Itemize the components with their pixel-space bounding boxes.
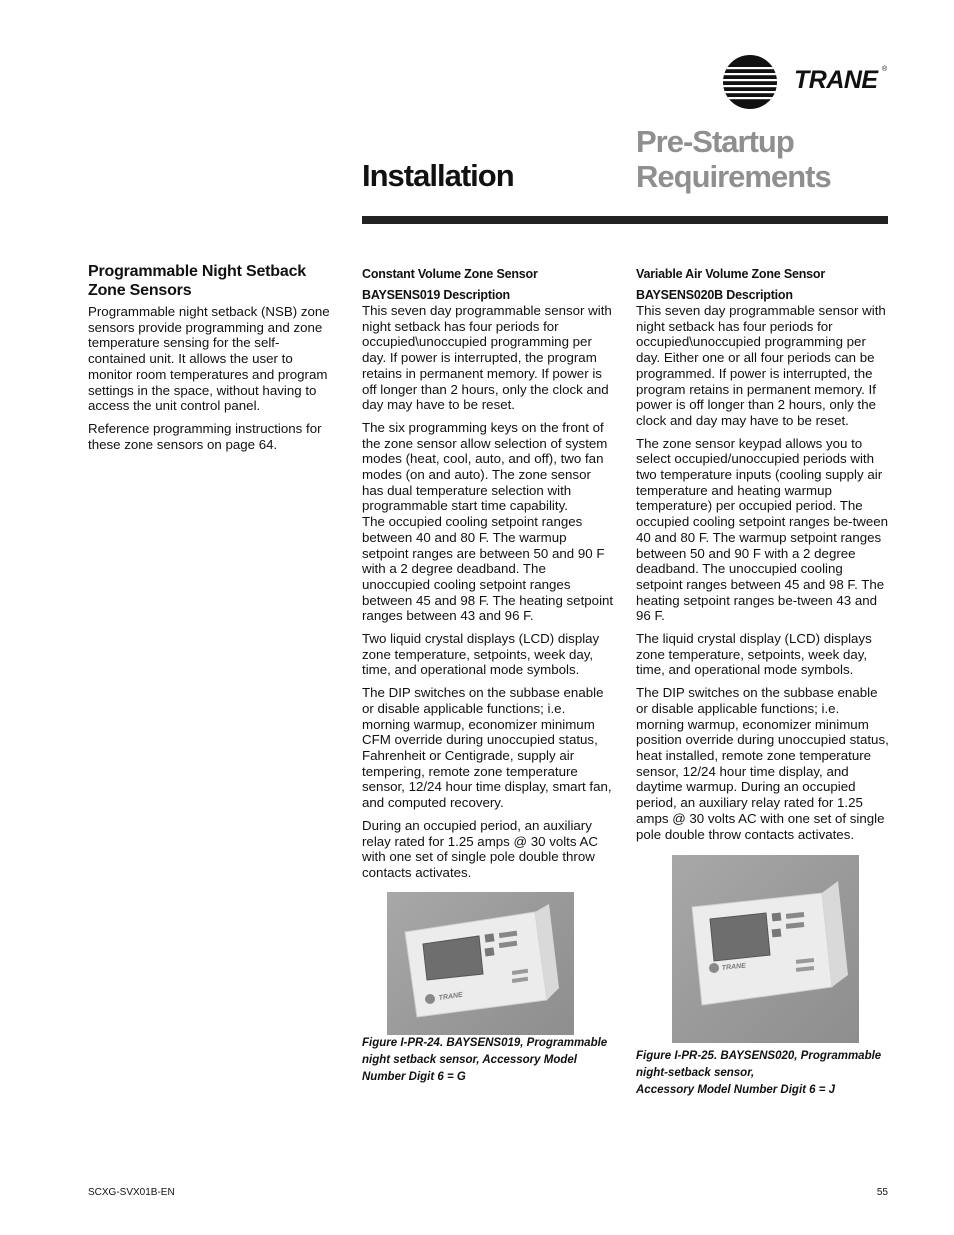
baysens020b-paragraph: The zone sensor keypad allows you to select occupied/unoccupied periods with two temperature inputs (cooling supply air temperature and heating warmup temperature) per occupied period. The occupied cooling setpoint ranges be-tween 40 and 80 F. The warmup setpoint ranges between 50 and 90 F with a 2 degree deadband. The unoccupied cooling setpoint ranges between 45 and 98 F. The heating setpoint ranges be-tween 43 and 96 F. [636,435,889,624]
baysens019-paragraph: The occupied cooling setpoint ranges between 40 and 80 F. The warmup setpoint ranges are between 50 and 90 F with a 2 degree deadband. The unoccupied cooling setpoint ranges between 45 and 98 F. The heating setpoint ranges between 43 and 96 F. [362,514,614,624]
baysens020b-paragraph: The liquid crystal display (LCD) displays zone temperature, setpoints, week day, time, and operational mode symbols. [636,631,872,678]
figure-caption-line: Figure I-PR-25. BAYSENS020, Programmable [636,1050,882,1062]
cv-zone-sensor-heading: Constant Volume Zone Sensor [362,267,538,281]
vav-zone-sensor-heading: Variable Air Volume Zone Sensor [636,267,825,281]
right-column [636,267,890,849]
baysens019-paragraph: Two liquid crystal displays (LCD) display zone temperature, setpoints, week day, time, and operational mode symbols. [362,631,600,678]
document-id: SCXG-SVX01B-EN [88,1187,175,1198]
baysens019-photo [387,892,574,1035]
subsection-title-line2: Requirements [636,159,831,194]
subsection-title [636,124,831,194]
section-title: Installation [362,158,514,193]
baysens019-paragraph: During an occupied period, an auxiliary relay rated for 1.25 amps @ 30 volts AC with one set of single pole double throw contacts activates. [362,817,598,880]
figure-caption-line: night-setback sensor, [636,1067,755,1079]
baysens020b-paragraph: The DIP switches on the subbase enable or disable applicable functions; i.e. morning warmup, economizer minimum position override during unoccupied status, heat installed, remote zone temperature sensor, 12/24 hour time display, and daytime warmup. During an occupied period, an auxiliary relay rated for 1.25 amps @ 30 volts AC with one set of single pole double throw contacts activates. [636,685,889,842]
baysens020b-subheading: BAYSENS020B Description [636,288,793,302]
figure-caption-baysens019: Figure I-PR-24. BAYSENS019, Programmable night setback sensor, Accessory Model Number Digit 6 = G [362,1037,608,1083]
nsb-paragraph: Reference programming instructions for these zone sensors on page 64. [88,420,322,452]
figure-caption-line: Accessory Model Number Digit 6 = J [636,1084,836,1096]
thermostat-image [387,892,574,1035]
baysens019-paragraph: This seven day programmable sensor with night setback has four periods for occupied\unoccupied programming per day. If power is interrupted, the program retains in permanent memory. If power is off longer than 2 hours, only the clock and day may have to be reset. [362,303,612,413]
baysens019-paragraph: The DIP switches on the subbase enable or disable applicable functions; i.e. morning warmup, economizer minimum CFM override during unoccupied status, Fahrenheit or Centigrade, supply air tempering, remote zone temperature sensor, 12/24 hour time display, smart fan, and computed recovery. [362,685,612,811]
baysens019-subheading: BAYSENS019 Description [362,288,510,302]
middle-column [362,267,616,888]
page-number: 55 [876,1187,888,1198]
baysens019-paragraph: The six programming keys on the front of the zone sensor allow selection of system modes (heat, cool, auto, and off), two fan modes (on and auto). The zone sensor has dual temperature selection with programmable start time capability. [362,419,608,514]
subsection-title-line1: Pre-Startup [636,124,794,159]
trane-logo [722,54,892,110]
header-rule [362,216,888,224]
left-column [88,262,336,459]
photo-brand-text: TRANE [438,991,464,1002]
nsb-paragraph: Programmable night setback (NSB) zone sensors provide programming and zone temperature sensing for the self-contained unit. It allows the user to monitor room temperatures and program settings in the space, without having to access the unit control panel. [88,304,330,414]
thermostat-image [672,855,859,1043]
trane-logo-icon [722,54,784,110]
figure-caption-baysens020 [636,1048,890,1099]
baysens020-photo [672,855,859,1043]
logo-registered-mark: ® [882,66,888,73]
nsb-heading: Programmable Night Setback Zone Sensors [88,263,306,299]
photo-brand-text: TRANE [721,962,747,972]
baysens020b-paragraph: This seven day programmable sensor with night setback has four periods for occupied\unoccupied programming per day. Either one or all four periods can be programmed. If power is interrupted, the program retains in permanent memory. If power is off longer than 2 hours, only the clock and day may have to be reset. [636,303,886,428]
logo-wordmark: TRANE [794,66,878,94]
